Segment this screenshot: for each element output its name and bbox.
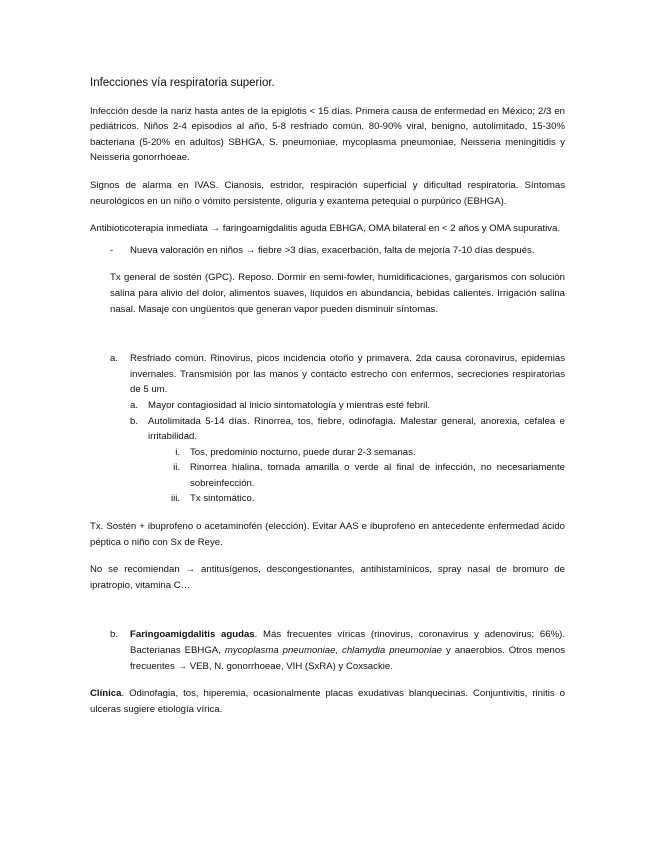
sub-list-item xyxy=(130,398,565,414)
list-item-text: Tos, predominio nocturno, puede durar 2-3 semanas. xyxy=(190,446,416,458)
sub-sub-list-item xyxy=(170,445,565,461)
paragraph-definition: Infección desde la nariz hasta antes de la epiglotis < 15 días. Primera causa de enfermedad en México; 2/3 en pediátricos. Niños 2-4 episodios al año, 5-8 resfriado común. 80-90% viral, benigno, autolimitado, 15-30% bacteriana (5-20% en adultos) SBHGA, S. pneumoniae, mycoplasma pneumoniae, Neisseria meningitidis y Neisseria gonorrhoeae. xyxy=(90,105,565,164)
list-item-text: Rinorrea hialina, tornada amarilla o verde al final de infección, no necesariamente sobreinfección. xyxy=(190,462,565,489)
paragraph-cold-treatment: Tx. Sostén + ibuprofeno o acetaminofén (elección). Evitar AAS e ibuprofeno en antecedente enfermedad ácido péptica o niño con Sx de Reye. xyxy=(90,521,565,548)
pharyngotonsillitis-text-2: y anaerobios. Otros menos frecuentes → VEB, N. gonorrhoeae, VIH (SxRA) y Coxsackie. xyxy=(130,645,565,672)
list-marker: b. xyxy=(130,415,139,427)
paragraph-antibiotic: Antibioticoterapia inmediata → faringoamigdalitis aguda EBHGA, OMA bilateral en < 2 años y OMA supurativa. xyxy=(90,223,561,235)
clinical-label: Clínica xyxy=(90,688,122,700)
paragraph-not-recommended: No se recomiendan → antitusígenos, descongestionantes, antihistamínicos, spray nasal de bromuro de ipratropio, vitamina C… xyxy=(90,564,565,591)
list-marker: - xyxy=(110,244,114,256)
pharyngotonsillitis-text-1: . Más frecuentes víricas (rinovirus, coronavirus y adenovirus; 66%). Bacterianas EBHGA, xyxy=(130,629,565,657)
list-item-text: Mayor contagiosidad al inicio sintomatología y mientras esté febril. xyxy=(148,399,431,411)
list-marker: iii. xyxy=(170,493,180,505)
list-item-text: Autolimitada 5-14 días. Rinorrea, tos, fiebre, odinofagia. Malestar general, anorexia, cefalea e irritabilidad. xyxy=(148,415,565,443)
clinical-text: . Odinofagia, tos, hiperemia, ocasionalmente placas exudativas blanquecinas. Conjuntivitis, rinitis o ulceras sugiere etiología vírica. xyxy=(90,688,565,715)
paragraph-general-treatment: Tx general de sostén (GPC). Reposo. Dormir en semi-fowler, humidificaciones, gargarismos con solución salina para alivio del dolor, alimentos suaves, líquidos en abundancia, bebidas calientes. Irrigación salina nasal. Masaje con ungüentos que generan vapor pueden disminuir síntomas. xyxy=(110,272,565,315)
list-marker: a. xyxy=(110,353,119,365)
paragraph-alarm-signs: Signos de alarma en IVAS. Cianosis, estridor, respiración superficial y dificultad respiratoria. Síntomas neurológicos en un niño o vómito persistente, oliguria y exantema petequial o purpúrico (EBHGA). xyxy=(90,179,565,207)
list-marker: ii. xyxy=(173,462,180,474)
list-item-text xyxy=(130,627,565,674)
document-body xyxy=(90,76,565,729)
spacer xyxy=(90,329,565,351)
list-item-common-cold xyxy=(110,351,565,398)
spacer xyxy=(90,605,565,627)
pharyngotonsillitis-italic: mycoplasma pneumoniae, chlamydia pneumoniae xyxy=(224,645,442,657)
sub-sub-list-item xyxy=(170,491,565,507)
list-item-text: Nueva valoración en niños → fiebre >3 días, exacerbación, falta de mejoría 7-10 días después. xyxy=(130,244,535,256)
list-marker: i. xyxy=(175,446,180,458)
sub-sub-list-item xyxy=(170,460,565,491)
pharyngotonsillitis-heading: Faringoamigdalitis agudas xyxy=(130,629,255,641)
paragraph-clinical xyxy=(90,686,565,717)
list-item-pharyngotonsillitis xyxy=(110,627,565,674)
list-item-reassessment xyxy=(110,243,565,259)
list-marker: b. xyxy=(110,629,119,641)
list-marker: a. xyxy=(130,399,139,411)
list-item-text: Tx sintomático. xyxy=(190,493,255,505)
sub-list-item xyxy=(130,414,565,445)
document-title: Infecciones vía respiratoria superior. xyxy=(90,77,275,89)
list-item-text: Resfriado común. Rinovirus, picos incidencia otoño y primavera. 2da causa coronavirus, epidemias invernales. Transmisión por las manos y contacto estrecho con enfermos, secreciones respiratorias de 5 um. xyxy=(130,353,565,396)
